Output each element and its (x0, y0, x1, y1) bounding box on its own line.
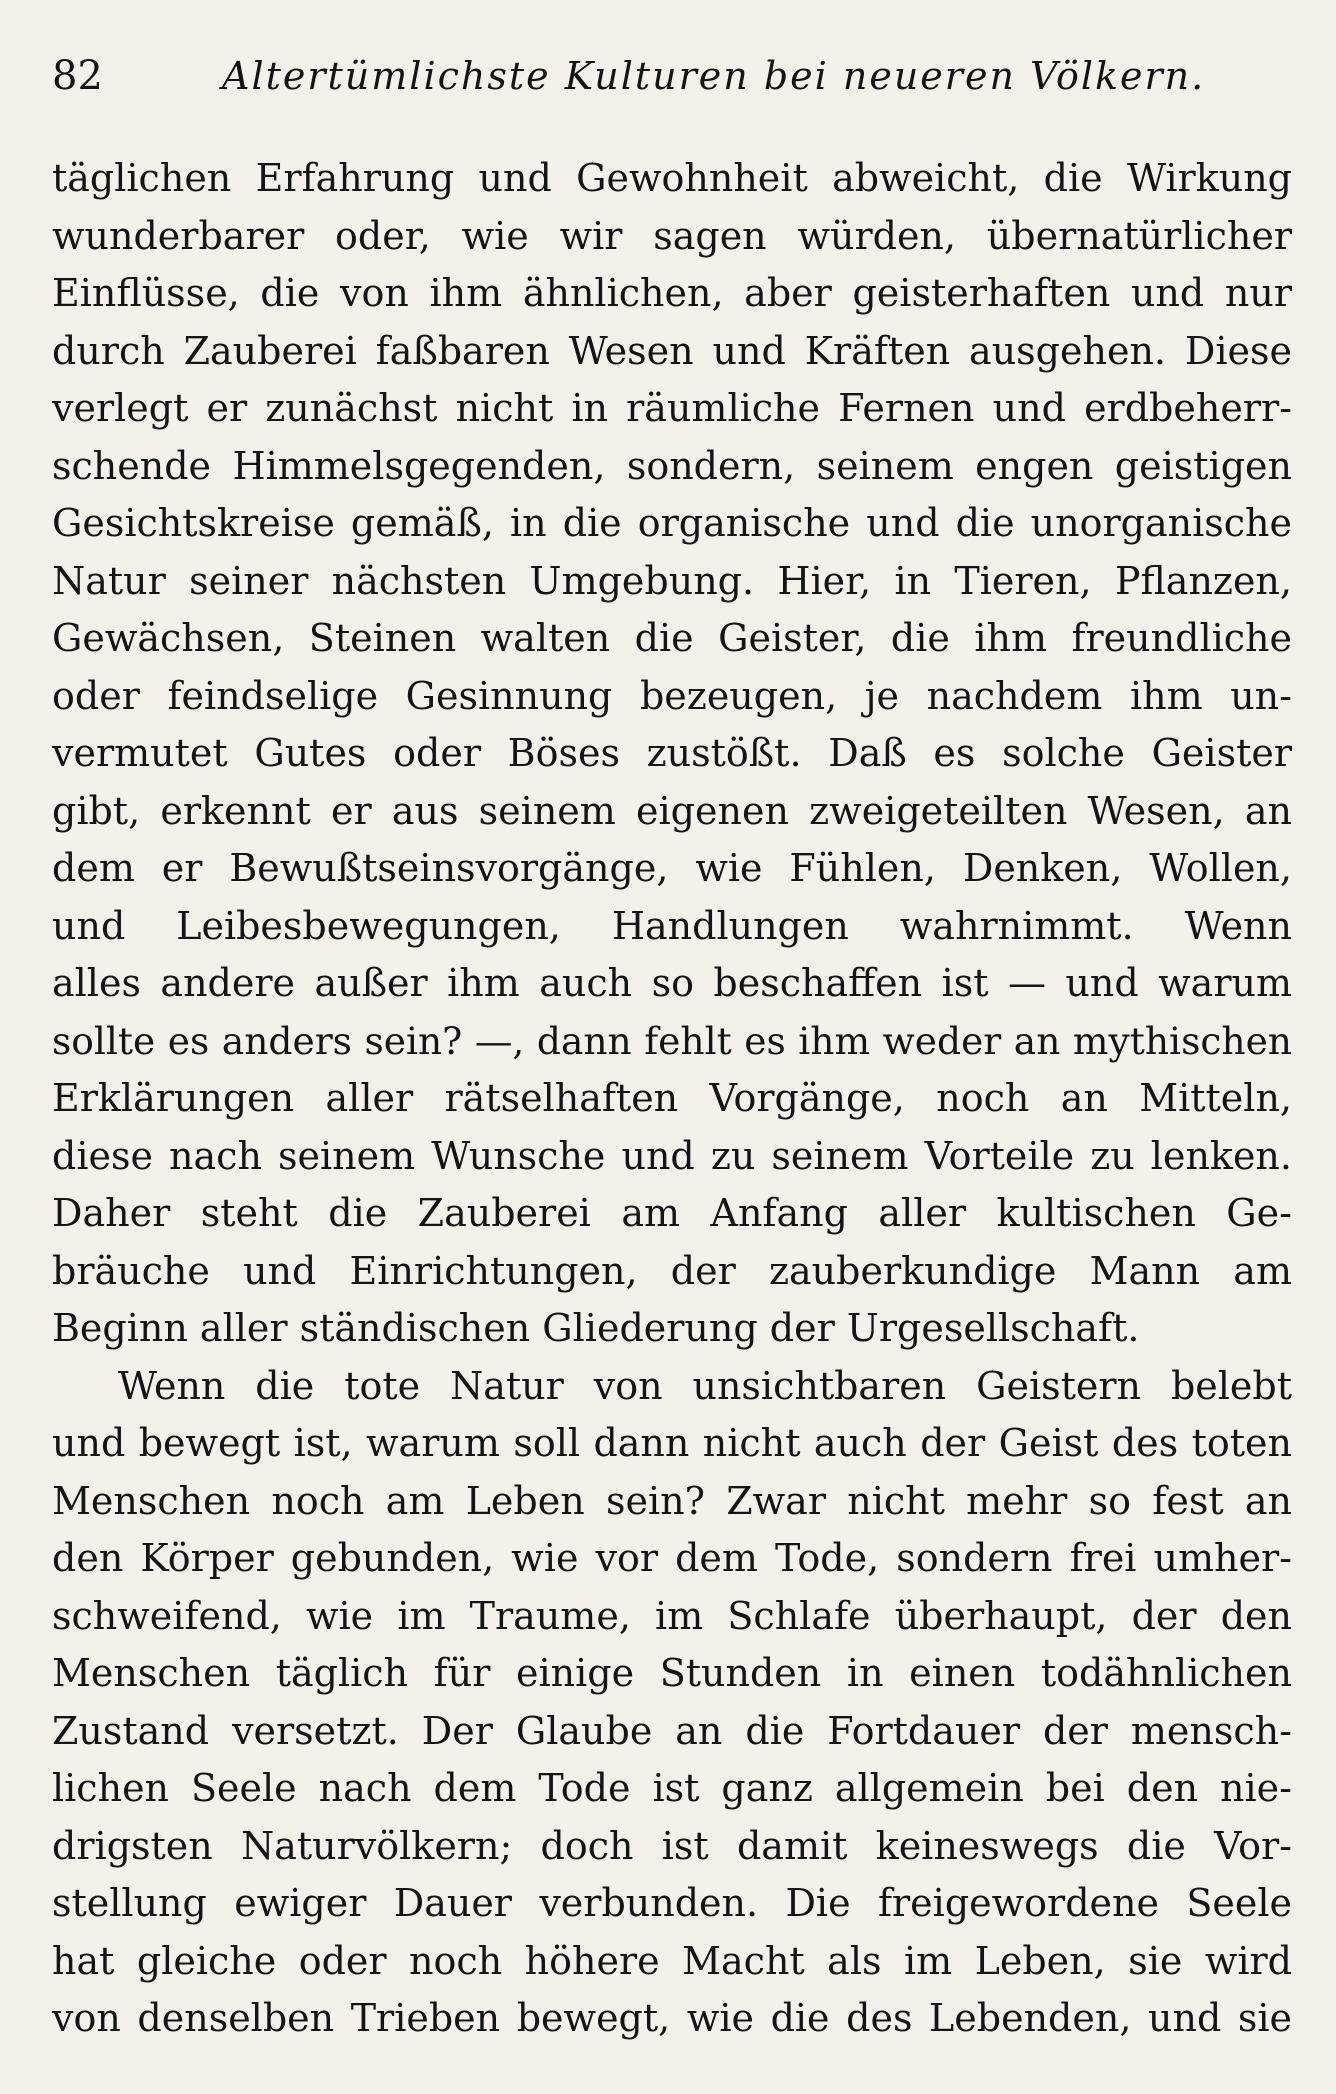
text-line: Natur seiner nächsten Umgebung. Hier, in Tieren, Pflanzen, (52, 558, 1292, 603)
paragraph-2 (52, 1358, 1292, 2048)
page-number: 82 (52, 53, 103, 99)
text-line: dem er Bewußtseinsvorgänge, wie Fühlen, Denken, Wollen, (52, 846, 1292, 890)
text-line: alles andere außer ihm auch so beschaffen ist — und warum (52, 961, 1292, 1005)
text-line: und Leibesbewegungen, Handlungen wahrnimmt. Wenn (52, 903, 1292, 948)
text-line: wunderbarer oder, wie wir sagen würden, übernatürlicher (52, 213, 1292, 258)
text-line: Daher steht die Zauberei am Anfang aller kultischen Ge- (52, 1191, 1292, 1235)
text-line: sollte es anders sein? —, dann fehlt es ihm weder an mythischen (52, 1018, 1292, 1063)
text-line: schweifend, wie im Traume, im Schlafe überhaupt, der den (52, 1593, 1292, 1638)
text-line: täglichen Erfahrung und Gewohnheit abweicht, die Wirkung (52, 156, 1292, 200)
text-line: Zustand versetzt. Der Glaube an die Fortdauer der mensch- (52, 1708, 1292, 1753)
text-line: von denselben Trieben bewegt, wie die des Lebenden, und sie (52, 1996, 1292, 2040)
body-text (52, 150, 1292, 2048)
text-line: und bewegt ist, warum soll dann nicht auch der Geist des toten (52, 1421, 1292, 1465)
running-head: Altertümlichste Kulturen bei neueren Völkern. (222, 54, 1206, 98)
text-line: diese nach seinem Wunsche und zu seinem Vorteile zu lenken. (52, 1133, 1292, 1178)
page-header (52, 48, 1292, 104)
text-line: Wenn die tote Natur von unsichtbaren Geistern belebt (118, 1363, 1292, 1408)
text-line: den Körper gebunden, wie vor dem Tode, sondern frei umher- (52, 1536, 1292, 1580)
text-line: Gewächsen, Steinen walten die Geister, die ihm freundliche (52, 616, 1292, 660)
text-line: Menschen täglich für einige Stunden in einen todähnlichen (52, 1651, 1292, 1695)
text-line: drigsten Naturvölkern; doch ist damit keineswegs die Vor- (52, 1823, 1292, 1868)
text-line: Einflüsse, die von ihm ähnlichen, aber geisterhaften und nur (52, 271, 1292, 315)
paragraph-1 (52, 150, 1292, 1358)
text-line: Gesichtskreise gemäß, in die organische und die unorganische (52, 501, 1292, 545)
text-line: schende Himmelsgegenden, sondern, seinem engen geistigen (52, 443, 1292, 488)
text-line: Beginn aller ständischen Gliederung der Urgesellschaft. (52, 1306, 1140, 1350)
text-line: verlegt er zunächst nicht in räumliche Fernen und erdbeherr- (52, 386, 1292, 430)
text-line: bräuche und Einrichtungen, der zauberkundige Mann am (52, 1248, 1292, 1293)
text-line: vermutet Gutes oder Böses zustößt. Daß es solche Geister (52, 731, 1292, 775)
text-line: lichen Seele nach dem Tode ist ganz allgemein bei den nie- (52, 1766, 1292, 1810)
text-line: Erklärungen aller rätselhaften Vorgänge, noch an Mitteln, (52, 1076, 1292, 1120)
text-line: durch Zauberei faßbaren Wesen und Kräften ausgehen. Diese (52, 328, 1292, 373)
text-line: stellung ewiger Dauer verbunden. Die freigewordene Seele (52, 1881, 1292, 1925)
text-line: hat gleiche oder noch höhere Macht als im Leben, sie wird (52, 1938, 1292, 1983)
text-line: oder feindselige Gesinnung bezeugen, je nachdem ihm un- (52, 673, 1292, 718)
text-line: Menschen noch am Leben sein? Zwar nicht mehr so fest an (52, 1478, 1292, 1523)
text-line: gibt, erkennt er aus seinem eigenen zweigeteilten Wesen, an (52, 788, 1292, 833)
